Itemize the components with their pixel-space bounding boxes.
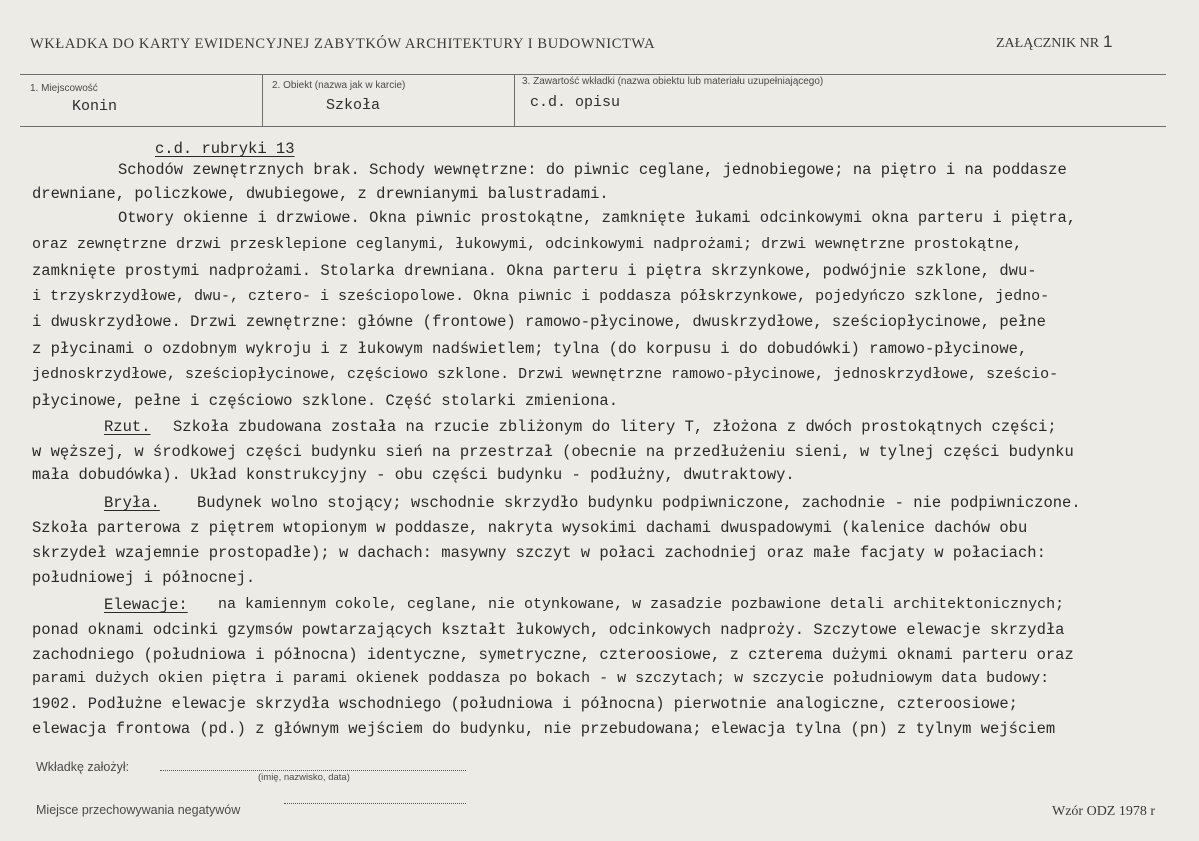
text-line: Otwory okienne i drzwiowe. Okna piwnic prostokątne, zamknięte łukami odcinkowymi okna parteru i piętra, xyxy=(118,209,1077,227)
section-heading: c.d. rubryki 13 xyxy=(155,140,295,158)
text-line: elewacja frontowa (pd.) z głównym wejściem do budynku, nie przebudowana; elewacja tylna (pn) z tylnym wejściem xyxy=(32,720,1056,738)
section-label-elewacje: Elewacje: xyxy=(104,596,188,614)
form-title: WKŁADKA DO KARTY EWIDENCYJNEJ ZABYTKÓW ARCHITEKTURY I BUDOWNICTWA xyxy=(30,36,656,52)
text-line: jednoskrzydłowe, sześciopłycinowe, częściowo szklone. Drzwi wewnętrzne ramowo-płycinowe, jednoskrzydłowe, sześcio- xyxy=(32,366,1059,383)
text-line: i dwuskrzydłowe. Drzwi zewnętrzne: główne (frontowe) ramowo-płycinowe, dwuskrzydłowe, sześciopłycinowe, pełne xyxy=(32,313,1046,331)
inserted-by-line xyxy=(160,770,466,771)
text-line: parami dużych okien piętra i parami okienek poddasza po bokach - w szczytach; w szczycie południowym data budowy: xyxy=(32,670,1050,687)
text-line: na kamiennym cokole, ceglane, nie otynkowane, w zasadzie pozbawione detali architektonicznych; xyxy=(218,596,1065,613)
text-line: drewniane, policzkowe, dwubiegowe, z drewnianymi balustradami. xyxy=(32,185,609,203)
attachment-number xyxy=(996,32,1113,52)
field-label-object: 2. Obiekt (nazwa jak w karcie) xyxy=(272,80,406,91)
negatives-location-line xyxy=(284,803,466,804)
text-line: Szkoła parterowa z piętrem wtopionym w poddasze, nakryta wysokimi dachami dwuspadowymi (kalenice dachów obu xyxy=(32,519,1028,537)
text-line: w węższej, w środkowej części budynku sień na przestrzał (obecnie na przedłużeniu sieni, w tylnej części budynku xyxy=(32,443,1074,461)
text-line: ponad oknami odcinki gzymsów powtarzających kształt łukowych, odcinkowych nadproży. Szczytowe elewacje skrzydła xyxy=(32,621,1065,639)
text-line: Budynek wolno stojący; wschodnie skrzydło budynku podpiwniczone, zachodnie - nie podpiwniczone. xyxy=(197,494,1081,512)
text-line: Szkoła zbudowana została na rzucie zbliżonym do litery T, złożona z dwóch prostokątnych części; xyxy=(173,418,1057,436)
text-line: mała dobudówka). Układ konstrukcyjny - obu części budynku - podłużny, dwutraktowy. xyxy=(32,466,795,484)
text-line: skrzydeł wzajemnie prostopadłe); w dachach: masywny szczyt w połaci zachodniej oraz małe facjaty w połaciach: xyxy=(32,544,1046,562)
text-line: z płycinami o ozdobnym wykroju i z łukowym nadświetlem; tylna (do korpusu i do dobudówki) ramowo-płycinowe, xyxy=(32,340,1028,358)
negatives-location-label: Miejsce przechowywania negatywów xyxy=(36,803,241,817)
section-label-rzut: Rzut. xyxy=(104,418,151,436)
field-divider-2 xyxy=(514,74,515,126)
field-divider-1 xyxy=(262,74,263,126)
section-label-bryla: Bryła. xyxy=(104,494,160,512)
attachment-number-value: 1 xyxy=(1103,32,1113,51)
field-value-locality: Konin xyxy=(72,98,118,115)
form-code: Wzór ODZ 1978 r xyxy=(1052,804,1156,819)
text-line: południowej i północnej. xyxy=(32,569,256,587)
text-line: płycinowe, pełne i częściowo szklone. Część stolarki zmieniona. xyxy=(32,392,618,410)
text-line: oraz zewnętrzne drzwi przesklepione ceglanymi, łukowymi, odcinkowymi nadprożami; drzwi wewnętrzne prostokątne, xyxy=(32,236,1023,253)
text-line: zamknięte prostymi nadprożami. Stolarka drewniana. Okna parteru i piętra skrzynkowe, podwójnie szklone, dwu- xyxy=(32,262,1037,280)
text-line: Schodów zewnętrznych brak. Schody wewnętrzne: do piwnic ceglane, jednobiegowe; na piętro i na poddasze xyxy=(118,161,1067,179)
text-line: zachodniego (południowa i północna) identyczne, symetryczne, czteroosiowe, z czterema dużymi oknami parteru oraz xyxy=(32,646,1074,664)
inserted-by-label: Wkładkę założył: xyxy=(36,760,130,774)
field-box-bottom-rule xyxy=(20,126,1166,127)
field-label-insert-content: 3. Zawartość wkładki (nazwa obiektu lub materiału uzupełniającego) xyxy=(522,76,824,87)
field-label-locality: 1. Miejscowość xyxy=(30,83,98,94)
field-value-object: Szkoła xyxy=(326,97,381,114)
attachment-label: ZAŁĄCZNIK NR xyxy=(996,36,1100,51)
text-line: 1902. Podłużne elewacje skrzydła wschodniego (południowa i północna) pierwotnie analogiczne, czteroosiowe; xyxy=(32,695,1018,713)
field-value-insert-content: c.d. opisu xyxy=(530,94,621,111)
inserted-by-hint: (imię, nazwisko, data) xyxy=(258,772,350,783)
field-box-top-rule xyxy=(20,74,1166,75)
text-line: i trzyskrzydłowe, dwu-, cztero- i sześciopolowe. Okna piwnic i poddasza półskrzynkowe, pojedyńczo szklone, jedno- xyxy=(32,288,1050,305)
